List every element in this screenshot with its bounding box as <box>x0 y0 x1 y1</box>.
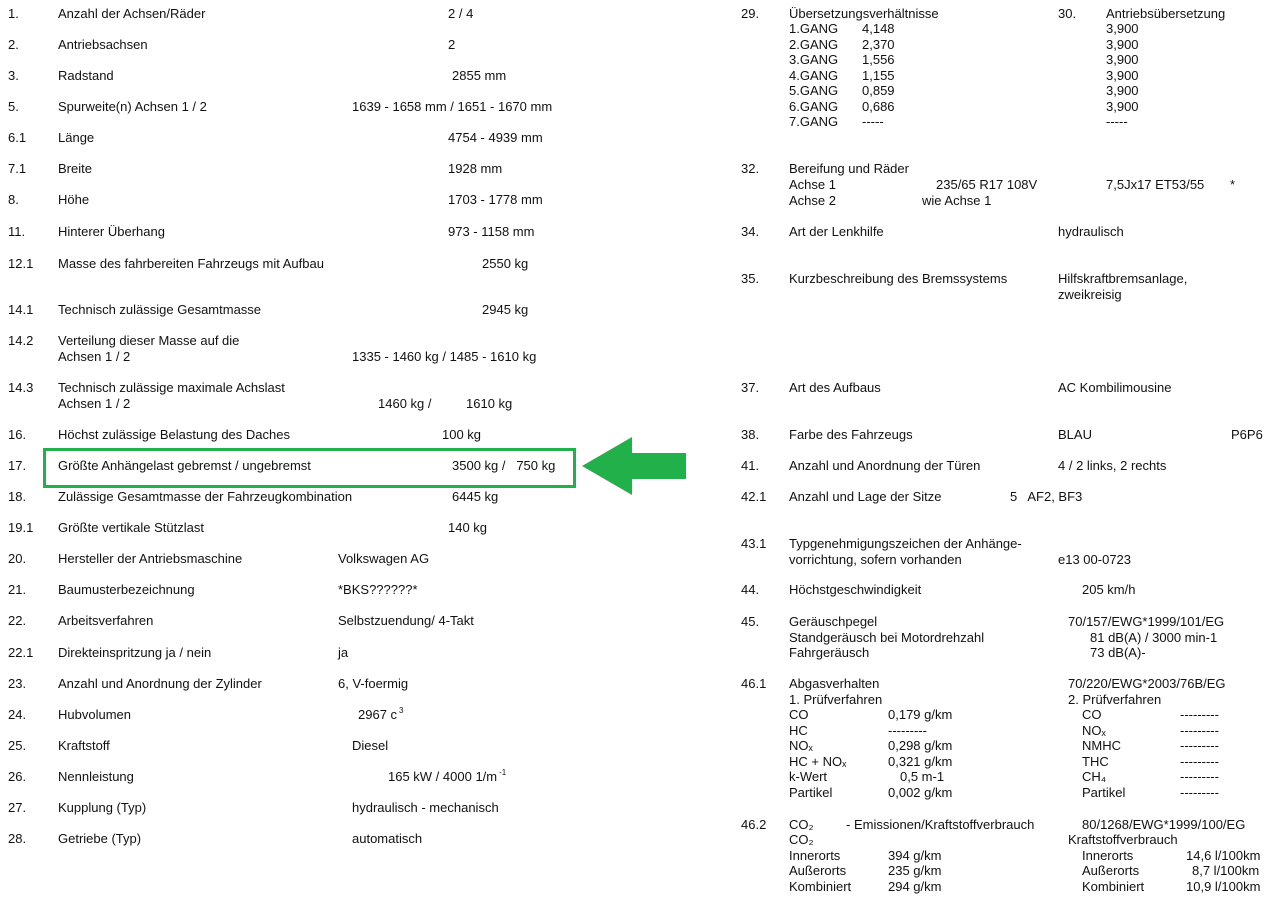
item-value: 3500 kg / 750 kg <box>452 458 556 473</box>
item-label: Nennleistung <box>58 769 134 784</box>
gear-label: 5.GANG <box>789 83 839 98</box>
gear-ratio: ----- <box>862 114 884 129</box>
emission-value: --------- <box>1180 769 1219 784</box>
item-label: Höchst zulässige Belastung des Daches <box>58 427 290 442</box>
item-value: *BKS??????* <box>338 582 418 597</box>
item-value: 1639 - 1658 mm / 1651 - 1670 mm <box>352 99 553 114</box>
item-number: 46.1 <box>741 676 767 691</box>
item-number: 26. <box>8 769 27 784</box>
item-label: Typgenehmigungszeichen der Anhänge- <box>789 536 1022 551</box>
test-procedure-2: 2. Prüfverfahren <box>1068 692 1162 707</box>
item-value: 2 / 4 <box>448 6 474 21</box>
gear-ratio: 1,556 <box>862 52 895 67</box>
emission-key: CO <box>1082 707 1102 722</box>
emission-key: NOₓ <box>1082 723 1106 738</box>
item-number: 24. <box>8 707 27 722</box>
item-label: Technisch zulässige maximale Achslast <box>58 380 285 395</box>
sub-heading: Kraftstoffverbrauch <box>1068 832 1178 847</box>
item-label-line2: Standgeräusch bei Motordrehzahl <box>789 630 985 645</box>
item-value: ja <box>338 645 349 660</box>
item-number: 35. <box>741 271 760 286</box>
item-label: Verteilung dieser Masse auf die <box>58 333 240 348</box>
item-value: AC Kombilimousine <box>1058 380 1172 395</box>
emission-key: CH₄ <box>1082 769 1107 784</box>
item-value: 1610 kg <box>466 396 513 411</box>
emission-value: --------- <box>1180 754 1219 769</box>
item-number: 46.2 <box>741 817 767 832</box>
gear-ratio: 0,686 <box>862 99 895 114</box>
item-number: 42.1 <box>741 489 767 504</box>
item-number: 22.1 <box>8 645 34 660</box>
item-label: Hinterer Überhang <box>58 224 165 239</box>
item-number: 5. <box>8 99 19 114</box>
item-value: hydraulisch <box>1058 224 1124 239</box>
consumption-key: Kombiniert <box>789 879 852 894</box>
gear-label: 1.GANG <box>789 21 839 36</box>
item-value <box>358 707 404 722</box>
item-label: Antriebsachsen <box>58 37 148 52</box>
item-value: 1460 kg / <box>378 396 432 411</box>
item-label-line2: vorrichtung, sofern vorhanden <box>789 552 962 567</box>
item-label: Anzahl und Anordnung der Türen <box>789 458 981 473</box>
item-value-line2: 81 dB(A) / 3000 min-1 <box>1090 630 1218 645</box>
item-value: hydraulisch - mechanisch <box>352 800 499 815</box>
item-number: 7.1 <box>8 161 27 176</box>
item-value: 1703 - 1778 mm <box>448 192 543 207</box>
item-label: Farbe des Fahrzeugs <box>789 427 913 442</box>
item-value: 205 km/h <box>1082 582 1136 597</box>
item-number: 20. <box>8 551 27 566</box>
emission-key: Partikel <box>1082 785 1126 800</box>
item-number: 44. <box>741 582 760 597</box>
item-label: Kurzbeschreibung des Bremssystems <box>789 271 1008 286</box>
item-label-suffix: - Emissionen/Kraftstoffverbrauch <box>846 817 1035 832</box>
emission-key: Partikel <box>789 785 833 800</box>
gear-label: 6.GANG <box>789 99 839 114</box>
item-number: 16. <box>8 427 27 442</box>
consumption-value: 8,7 l/100km <box>1192 863 1260 878</box>
item-value-line3: 73 dB(A)- <box>1090 645 1146 660</box>
item-number: 32. <box>741 161 760 176</box>
drive-ratio: 3,900 <box>1106 37 1139 52</box>
item-number: 34. <box>741 224 760 239</box>
item-value: 70/157/EWG*1999/101/EG <box>1068 614 1225 629</box>
drive-ratio: ----- <box>1106 114 1128 129</box>
item-label: Technisch zulässige Gesamtmasse <box>58 302 262 317</box>
item-label: Masse des fahrbereiten Fahrzeugs mit Aufbau <box>58 256 324 271</box>
item-value: 70/220/EWG*2003/76B/EG <box>1068 676 1226 691</box>
rim-size: 7,5Jx17 ET53/55 <box>1106 177 1205 192</box>
footnote-marker: * <box>1230 177 1236 192</box>
item-number: 30. <box>1058 6 1077 21</box>
item-label: Größte vertikale Stützlast <box>58 520 204 535</box>
item-value: Diesel <box>352 738 389 753</box>
emission-key: CO <box>789 707 809 722</box>
gear-ratio: 0,859 <box>862 83 895 98</box>
item-value: 140 kg <box>448 520 488 535</box>
gear-label: 7.GANG <box>789 114 839 129</box>
drive-ratio: 3,900 <box>1106 68 1139 83</box>
item-value: 6445 kg <box>452 489 499 504</box>
gear-ratio: 4,148 <box>862 21 895 36</box>
item-label: Hersteller der Antriebsmaschine <box>58 551 243 566</box>
emission-key: k-Wert <box>789 769 828 784</box>
item-value: 1335 - 1460 kg / 1485 - 1610 kg <box>352 349 537 364</box>
consumption-value: 394 g/km <box>888 848 942 863</box>
value-text: 165 kW / 4000 1/m <box>388 769 498 784</box>
item-value: automatisch <box>352 831 423 846</box>
item-value: Hilfskraftbremsanlage, <box>1058 271 1188 286</box>
drive-ratio: 3,900 <box>1106 52 1139 67</box>
item-value: Volkswagen AG <box>338 551 430 566</box>
item-value <box>388 769 506 784</box>
gear-label: 2.GANG <box>789 37 839 52</box>
item-label: Höchstgeschwindigkeit <box>789 582 922 597</box>
tire-size: 235/65 R17 108V <box>936 177 1038 192</box>
superscript: -1 <box>499 768 507 777</box>
consumption-value: 235 g/km <box>888 863 942 878</box>
item-number: 38. <box>741 427 760 442</box>
consumption-key: Kombiniert <box>1082 879 1145 894</box>
consumption-key: Außerorts <box>1082 863 1140 878</box>
drive-ratio: 3,900 <box>1106 21 1139 36</box>
item-number: 14.2 <box>8 333 34 348</box>
item-number: 14.3 <box>8 380 34 395</box>
arrow-left-icon <box>582 437 688 495</box>
item-value: Selbstzuendung/ 4-Takt <box>338 613 474 628</box>
emission-key: NMHC <box>1082 738 1121 753</box>
item-value: 80/1268/EWG*1999/100/EG <box>1082 817 1246 832</box>
item-number: 21. <box>8 582 27 597</box>
gear-ratio: 2,370 <box>862 37 895 52</box>
gear-ratio: 1,155 <box>862 68 895 83</box>
item-label: Übersetzungsverhältnisse <box>789 6 939 21</box>
item-label-line2: Achsen 1 / 2 <box>58 349 131 364</box>
emission-value: 0,321 g/km <box>888 754 953 769</box>
emission-value: 0,179 g/km <box>888 707 953 722</box>
item-number: 17. <box>8 458 27 473</box>
item-value: 100 kg <box>442 427 482 442</box>
color-code: P6P6 <box>1231 427 1263 442</box>
item-label: Größte Anhängelast gebremst / ungebremst <box>58 458 311 473</box>
consumption-value: 14,6 l/100km <box>1186 848 1261 863</box>
drive-ratio: 3,900 <box>1106 99 1139 114</box>
item-label: Getriebe (Typ) <box>58 831 142 846</box>
item-number: 14.1 <box>8 302 34 317</box>
consumption-key: Innerorts <box>789 848 841 863</box>
superscript: 3 <box>399 706 404 715</box>
item-label: Bereifung und Räder <box>789 161 909 176</box>
item-label: Kupplung (Typ) <box>58 800 147 815</box>
item-value: e13 00-0723 <box>1058 552 1132 567</box>
item-label: Breite <box>58 161 92 176</box>
consumption-key: Innerorts <box>1082 848 1134 863</box>
item-label: Radstand <box>58 68 114 83</box>
item-label: Antriebsübersetzung <box>1106 6 1226 21</box>
item-label: Hubvolumen <box>58 707 131 722</box>
sub-heading: CO₂ <box>789 832 814 847</box>
item-value-line2: zweikreisig <box>1058 287 1122 302</box>
emission-value: 0,298 g/km <box>888 738 953 753</box>
item-number: 28. <box>8 831 27 846</box>
item-label: Spurweite(n) Achsen 1 / 2 <box>58 99 207 114</box>
emission-key: THC <box>1082 754 1109 769</box>
consumption-key: Außerorts <box>789 863 847 878</box>
item-number: 43.1 <box>741 536 767 551</box>
item-number: 1. <box>8 6 19 21</box>
item-label: Abgasverhalten <box>789 676 880 691</box>
item-label: Arbeitsverfahren <box>58 613 154 628</box>
item-label: Art der Lenkhilfe <box>789 224 884 239</box>
item-label-line2: Achsen 1 / 2 <box>58 396 131 411</box>
emission-value: --------- <box>888 723 927 738</box>
item-value: 973 - 1158 mm <box>448 224 535 239</box>
emission-value: --------- <box>1180 785 1219 800</box>
item-label: Zulässige Gesamtmasse der Fahrzeugkombination <box>58 489 353 504</box>
item-number: 22. <box>8 613 27 628</box>
gear-label: 3.GANG <box>789 52 839 67</box>
drive-ratio: 3,900 <box>1106 83 1139 98</box>
item-number: 41. <box>741 458 760 473</box>
emission-value: --------- <box>1180 707 1219 722</box>
item-label: Art des Aufbaus <box>789 380 881 395</box>
item-value: 2 <box>448 37 456 52</box>
item-label: Geräuschpegel <box>789 614 878 629</box>
item-number: 8. <box>8 192 19 207</box>
item-number: 29. <box>741 6 760 21</box>
test-procedure-1: 1. Prüfverfahren <box>789 692 883 707</box>
item-label: Direkteinspritzung ja / nein <box>58 645 212 660</box>
item-number: 19.1 <box>8 520 34 535</box>
emission-value: 0,002 g/km <box>888 785 953 800</box>
item-number: 25. <box>8 738 27 753</box>
item-number: 6.1 <box>8 130 27 145</box>
item-number: 18. <box>8 489 27 504</box>
item-number: 45. <box>741 614 760 629</box>
highlight-box <box>43 448 576 488</box>
item-label: Anzahl und Lage der Sitze <box>789 489 942 504</box>
emission-value: 0,5 m-1 <box>900 769 945 784</box>
axle-label: Achse 1 <box>789 177 836 192</box>
item-label-line3: Fahrgeräusch <box>789 645 870 660</box>
emission-key: NOₓ <box>789 738 813 753</box>
item-value: 2550 kg <box>482 256 529 271</box>
value-text: 2967 c <box>358 707 398 722</box>
item-label: Anzahl und Anordnung der Zylinder <box>58 676 262 691</box>
item-number: 37. <box>741 380 760 395</box>
consumption-value: 294 g/km <box>888 879 942 894</box>
item-value: 6, V-foermig <box>338 676 409 691</box>
item-value: 5 AF2, BF3 <box>1010 489 1083 504</box>
item-value: 4754 - 4939 mm <box>448 130 543 145</box>
consumption-value: 10,9 l/100km <box>1186 879 1261 894</box>
axle-label: Achse 2 <box>789 193 836 208</box>
item-value: 2945 kg <box>482 302 529 317</box>
item-label: CO₂ <box>789 817 814 832</box>
emission-value: --------- <box>1180 723 1219 738</box>
item-label: Kraftstoff <box>58 738 110 753</box>
item-number: 11. <box>8 224 26 239</box>
item-value: 4 / 2 links, 2 rechts <box>1058 458 1167 473</box>
item-value: 2855 mm <box>452 68 507 83</box>
emission-value: --------- <box>1180 738 1219 753</box>
gear-label: 4.GANG <box>789 68 839 83</box>
item-number: 12.1 <box>8 256 34 271</box>
item-label: Anzahl der Achsen/Räder <box>58 6 206 21</box>
item-label: Länge <box>58 130 95 145</box>
item-value: BLAU <box>1058 427 1092 442</box>
item-label: Höhe <box>58 192 90 207</box>
item-value: 1928 mm <box>448 161 503 176</box>
item-number: 27. <box>8 800 27 815</box>
emission-key: HC <box>789 723 808 738</box>
item-number: 23. <box>8 676 27 691</box>
item-number: 2. <box>8 37 19 52</box>
item-number: 3. <box>8 68 19 83</box>
tire-size: wie Achse 1 <box>922 193 992 208</box>
item-label: Baumusterbezeichnung <box>58 582 195 597</box>
emission-key: HC + NOₓ <box>789 754 847 769</box>
